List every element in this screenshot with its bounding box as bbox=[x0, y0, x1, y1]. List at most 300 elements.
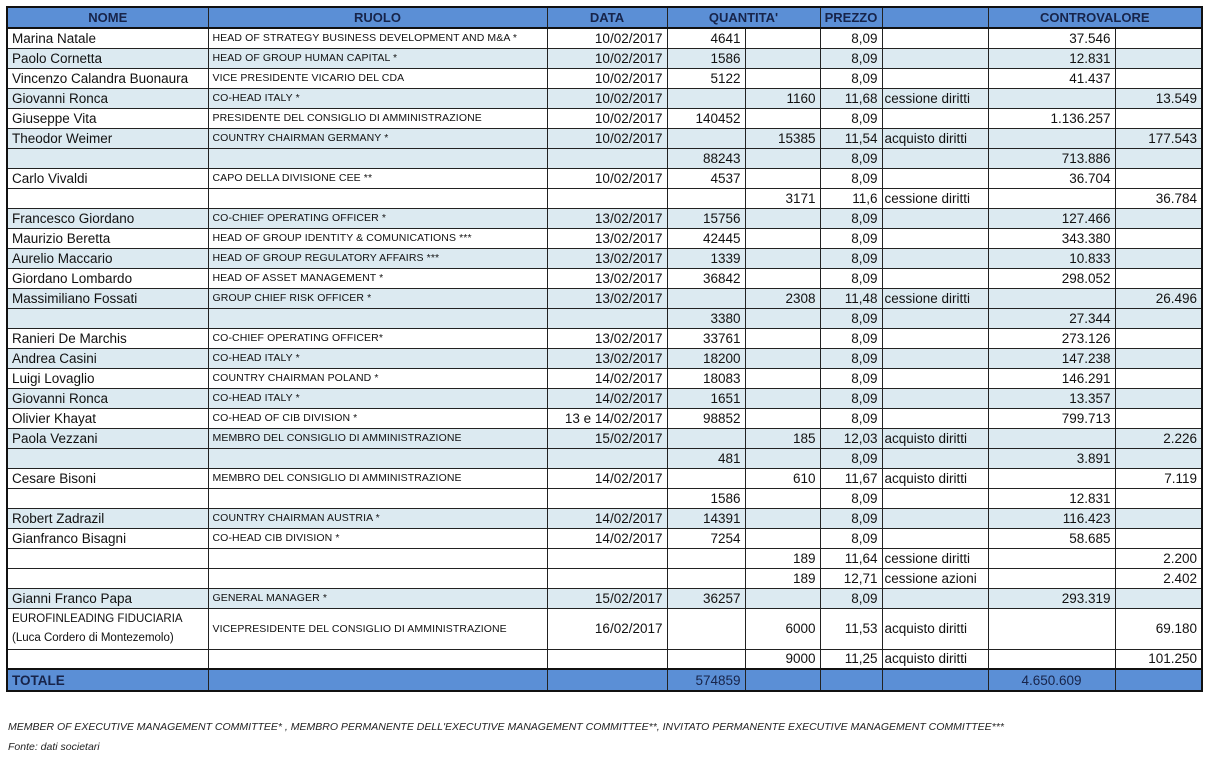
cell-data: 10/02/2017 bbox=[547, 48, 667, 68]
cell-nome: Vincenzo Calandra Buonaura bbox=[7, 68, 208, 88]
cell-ruolo: HEAD OF GROUP IDENTITY & COMUNICATIONS *** bbox=[208, 228, 547, 248]
header-quantita: QUANTITA' bbox=[667, 7, 820, 28]
cell-nome: Marina Natale bbox=[7, 28, 208, 48]
cell-controvalore-azioni: 298.052 bbox=[988, 268, 1115, 288]
cell-ruolo: PRESIDENTE DEL CONSIGLIO DI AMMINISTRAZIONE bbox=[208, 108, 547, 128]
cell-tipo-operazione bbox=[882, 348, 988, 368]
table-footer bbox=[7, 669, 1202, 691]
cell-nome: Aurelio Maccario bbox=[7, 248, 208, 268]
cell-controvalore-azioni: 27.344 bbox=[988, 308, 1115, 328]
cell-prezzo: 12,71 bbox=[820, 568, 882, 588]
cell-tipo-operazione: cessione diritti bbox=[882, 88, 988, 108]
cell-controvalore-diritti: 69.180 bbox=[1115, 608, 1202, 649]
cell-ruolo: MEMBRO DEL CONSIGLIO DI AMMINISTRAZIONE bbox=[208, 468, 547, 488]
cell-prezzo: 11,25 bbox=[820, 649, 882, 669]
cell-nome: Carlo Vivaldi bbox=[7, 168, 208, 188]
header-prezzo: PREZZO bbox=[820, 7, 882, 28]
cell-quantita-diritti: 189 bbox=[745, 568, 820, 588]
cell-quantita-diritti bbox=[745, 448, 820, 468]
footnote: MEMBER OF EXECUTIVE MANAGEMENT COMMITTEE* , MEMBRO PERMANENTE DELL'EXECUTIVE MANAGEMENT COMMITTEE**, INVITATO PERMANENTE EXECUTIVE MANAGEMENT COMMITTEE*** bbox=[8, 721, 1004, 733]
cell-ruolo: CO-CHIEF OPERATING OFFICER * bbox=[208, 208, 547, 228]
table-row bbox=[7, 568, 1202, 588]
cell-prezzo: 8,09 bbox=[820, 68, 882, 88]
table-body bbox=[7, 28, 1202, 669]
cell-ruolo: GENERAL MANAGER * bbox=[208, 588, 547, 608]
cell-ruolo: HEAD OF ASSET MANAGEMENT * bbox=[208, 268, 547, 288]
cell-ruolo: CO-HEAD OF CIB DIVISION * bbox=[208, 408, 547, 428]
cell-controvalore-azioni bbox=[988, 128, 1115, 148]
cell-controvalore-diritti bbox=[1115, 268, 1202, 288]
cell-quantita-assegnate: 33761 bbox=[667, 328, 745, 348]
cell-prezzo: 8,09 bbox=[820, 228, 882, 248]
cell-nome: Luigi Lovaglio bbox=[7, 368, 208, 388]
source-note: Fonte: dati societari bbox=[8, 741, 100, 753]
cell-tipo-operazione bbox=[882, 488, 988, 508]
cell-tipo-operazione bbox=[882, 328, 988, 348]
cell-quantita-assegnate: 36842 bbox=[667, 268, 745, 288]
cell-quantita-diritti bbox=[745, 148, 820, 168]
cell-tipo-operazione bbox=[882, 408, 988, 428]
cell-ruolo: CO-HEAD ITALY * bbox=[208, 388, 547, 408]
cell-controvalore-azioni: 12.831 bbox=[988, 488, 1115, 508]
cell-data: 13/02/2017 bbox=[547, 268, 667, 288]
cell-quantita-assegnate bbox=[667, 128, 745, 148]
cell-ruolo: VICEPRESIDENTE DEL CONSIGLIO DI AMMINISTRAZIONE bbox=[208, 608, 547, 649]
cell-controvalore-diritti: 177.543 bbox=[1115, 128, 1202, 148]
cell-data: 14/02/2017 bbox=[547, 508, 667, 528]
cell-nome bbox=[7, 548, 208, 568]
cell-quantita-diritti bbox=[745, 48, 820, 68]
cell-quantita-diritti: 9000 bbox=[745, 649, 820, 669]
cell-ruolo: HEAD OF GROUP HUMAN CAPITAL * bbox=[208, 48, 547, 68]
cell-ruolo: CO-CHIEF OPERATING OFFICER* bbox=[208, 328, 547, 348]
cell-prezzo: 8,09 bbox=[820, 348, 882, 368]
cell-data bbox=[547, 568, 667, 588]
cell-quantita-diritti bbox=[745, 528, 820, 548]
totals-prezzo-cell bbox=[820, 669, 882, 691]
table-row bbox=[7, 248, 1202, 268]
cell-tipo-operazione bbox=[882, 248, 988, 268]
cell-controvalore-diritti bbox=[1115, 328, 1202, 348]
cell-controvalore-azioni: 1.136.257 bbox=[988, 108, 1115, 128]
cell-nome bbox=[7, 488, 208, 508]
table-row bbox=[7, 268, 1202, 288]
cell-ruolo bbox=[208, 488, 547, 508]
cell-controvalore-azioni: 147.238 bbox=[988, 348, 1115, 368]
cell-prezzo: 8,09 bbox=[820, 588, 882, 608]
cell-quantita-assegnate bbox=[667, 649, 745, 669]
cell-quantita-assegnate bbox=[667, 548, 745, 568]
table-row bbox=[7, 468, 1202, 488]
cell-nome: Andrea Casini bbox=[7, 348, 208, 368]
cell-quantita-assegnate: 18200 bbox=[667, 348, 745, 368]
table-header bbox=[7, 7, 1202, 28]
cell-quantita-assegnate: 42445 bbox=[667, 228, 745, 248]
table-row bbox=[7, 28, 1202, 48]
cell-tipo-operazione bbox=[882, 168, 988, 188]
cell-controvalore-diritti bbox=[1115, 108, 1202, 128]
cell-nome bbox=[7, 649, 208, 669]
table-row bbox=[7, 108, 1202, 128]
cell-prezzo: 8,09 bbox=[820, 508, 882, 528]
cell-prezzo: 8,09 bbox=[820, 408, 882, 428]
cell-nome: Robert Zadrazil bbox=[7, 508, 208, 528]
cell-controvalore-azioni bbox=[988, 88, 1115, 108]
cell-nome: Olivier Khayat bbox=[7, 408, 208, 428]
cell-controvalore-diritti: 26.496 bbox=[1115, 288, 1202, 308]
cell-data bbox=[547, 649, 667, 669]
cell-data: 13/02/2017 bbox=[547, 288, 667, 308]
cell-data: 14/02/2017 bbox=[547, 528, 667, 548]
cell-quantita-diritti bbox=[745, 408, 820, 428]
cell-data: 13/02/2017 bbox=[547, 248, 667, 268]
cell-ruolo: CO-HEAD ITALY * bbox=[208, 348, 547, 368]
cell-quantita-assegnate: 5122 bbox=[667, 68, 745, 88]
cell-controvalore-diritti: 101.250 bbox=[1115, 649, 1202, 669]
totals-quantita: 574859 bbox=[667, 669, 745, 691]
cell-quantita-diritti bbox=[745, 588, 820, 608]
cell-ruolo bbox=[208, 448, 547, 468]
cell-nome: Gianni Franco Papa bbox=[7, 588, 208, 608]
table-row bbox=[7, 128, 1202, 148]
cell-quantita-assegnate: 1339 bbox=[667, 248, 745, 268]
cell-controvalore-azioni: 713.886 bbox=[988, 148, 1115, 168]
cell-tipo-operazione bbox=[882, 268, 988, 288]
cell-data: 13/02/2017 bbox=[547, 348, 667, 368]
insider-transactions-table bbox=[6, 6, 1203, 692]
cell-quantita-assegnate bbox=[667, 188, 745, 208]
cell-prezzo: 8,09 bbox=[820, 308, 882, 328]
table-row bbox=[7, 508, 1202, 528]
cell-quantita-assegnate: 1586 bbox=[667, 48, 745, 68]
cell-ruolo bbox=[208, 548, 547, 568]
cell-tipo-operazione: cessione diritti bbox=[882, 288, 988, 308]
cell-quantita-diritti bbox=[745, 268, 820, 288]
cell-controvalore-diritti bbox=[1115, 368, 1202, 388]
cell-controvalore-azioni: 41.437 bbox=[988, 68, 1115, 88]
cell-controvalore-azioni: 799.713 bbox=[988, 408, 1115, 428]
cell-quantita-diritti bbox=[745, 28, 820, 48]
table-row bbox=[7, 288, 1202, 308]
totals-data-cell bbox=[547, 669, 667, 691]
cell-prezzo: 8,09 bbox=[820, 328, 882, 348]
cell-prezzo: 8,09 bbox=[820, 208, 882, 228]
cell-quantita-assegnate: 36257 bbox=[667, 588, 745, 608]
cell-data: 15/02/2017 bbox=[547, 588, 667, 608]
cell-data: 13/02/2017 bbox=[547, 328, 667, 348]
cell-quantita-diritti: 3171 bbox=[745, 188, 820, 208]
cell-controvalore-azioni: 36.704 bbox=[988, 168, 1115, 188]
cell-tipo-operazione: cessione diritti bbox=[882, 548, 988, 568]
cell-controvalore-azioni bbox=[988, 428, 1115, 448]
cell-nome: Maurizio Beretta bbox=[7, 228, 208, 248]
cell-data: 15/02/2017 bbox=[547, 428, 667, 448]
cell-prezzo: 8,09 bbox=[820, 528, 882, 548]
cell-data: 14/02/2017 bbox=[547, 468, 667, 488]
cell-controvalore-diritti bbox=[1115, 28, 1202, 48]
cell-ruolo: CO-HEAD CIB DIVISION * bbox=[208, 528, 547, 548]
cell-nome bbox=[7, 568, 208, 588]
cell-data bbox=[547, 308, 667, 328]
cell-tipo-operazione bbox=[882, 208, 988, 228]
cell-quantita-diritti bbox=[745, 108, 820, 128]
cell-prezzo: 8,09 bbox=[820, 28, 882, 48]
cell-quantita-assegnate: 3380 bbox=[667, 308, 745, 328]
cell-tipo-operazione bbox=[882, 68, 988, 88]
cell-quantita-diritti bbox=[745, 248, 820, 268]
table-row bbox=[7, 48, 1202, 68]
cell-prezzo: 8,09 bbox=[820, 448, 882, 468]
cell-prezzo: 11,53 bbox=[820, 608, 882, 649]
cell-controvalore-azioni: 343.380 bbox=[988, 228, 1115, 248]
cell-quantita-diritti: 1160 bbox=[745, 88, 820, 108]
cell-quantita-assegnate bbox=[667, 428, 745, 448]
cell-quantita-assegnate: 14391 bbox=[667, 508, 745, 528]
table-row bbox=[7, 649, 1202, 669]
cell-data bbox=[547, 148, 667, 168]
cell-prezzo: 8,09 bbox=[820, 488, 882, 508]
cell-ruolo: COUNTRY CHAIRMAN POLAND * bbox=[208, 368, 547, 388]
cell-controvalore-azioni bbox=[988, 468, 1115, 488]
cell-quantita-assegnate: 98852 bbox=[667, 408, 745, 428]
header-data: DATA bbox=[547, 7, 667, 28]
table-row bbox=[7, 588, 1202, 608]
cell-quantita-assegnate: 15756 bbox=[667, 208, 745, 228]
cell-controvalore-diritti bbox=[1115, 508, 1202, 528]
cell-tipo-operazione bbox=[882, 528, 988, 548]
cell-nome: Giovanni Ronca bbox=[7, 88, 208, 108]
cell-quantita-diritti bbox=[745, 348, 820, 368]
cell-tipo-operazione bbox=[882, 28, 988, 48]
header-controvalore: CONTROVALORE bbox=[988, 7, 1202, 28]
table-row bbox=[7, 608, 1202, 649]
cell-ruolo bbox=[208, 188, 547, 208]
table-row bbox=[7, 528, 1202, 548]
cell-quantita-assegnate bbox=[667, 88, 745, 108]
cell-controvalore-azioni: 13.357 bbox=[988, 388, 1115, 408]
cell-nome: Ranieri De Marchis bbox=[7, 328, 208, 348]
cell-quantita-diritti bbox=[745, 488, 820, 508]
cell-prezzo: 11,54 bbox=[820, 128, 882, 148]
cell-tipo-operazione: acquisto diritti bbox=[882, 468, 988, 488]
cell-controvalore-diritti bbox=[1115, 308, 1202, 328]
table-row bbox=[7, 88, 1202, 108]
table-row bbox=[7, 188, 1202, 208]
cell-ruolo: COUNTRY CHAIRMAN AUSTRIA * bbox=[208, 508, 547, 528]
cell-tipo-operazione: acquisto diritti bbox=[882, 608, 988, 649]
table-row bbox=[7, 328, 1202, 348]
cell-quantita-assegnate: 140452 bbox=[667, 108, 745, 128]
cell-quantita-assegnate bbox=[667, 288, 745, 308]
cell-quantita-diritti: 15385 bbox=[745, 128, 820, 148]
cell-controvalore-diritti bbox=[1115, 348, 1202, 368]
cell-nome: Paola Vezzani bbox=[7, 428, 208, 448]
cell-quantita-diritti: 185 bbox=[745, 428, 820, 448]
cell-quantita-assegnate: 7254 bbox=[667, 528, 745, 548]
cell-quantita-diritti bbox=[745, 308, 820, 328]
table-row bbox=[7, 408, 1202, 428]
cell-tipo-operazione: acquisto diritti bbox=[882, 128, 988, 148]
cell-controvalore-diritti bbox=[1115, 388, 1202, 408]
table-row bbox=[7, 208, 1202, 228]
cell-prezzo: 8,09 bbox=[820, 108, 882, 128]
cell-prezzo: 8,09 bbox=[820, 388, 882, 408]
cell-quantita-diritti bbox=[745, 508, 820, 528]
cell-controvalore-azioni: 127.466 bbox=[988, 208, 1115, 228]
cell-tipo-operazione bbox=[882, 308, 988, 328]
cell-nome: Giovanni Ronca bbox=[7, 388, 208, 408]
cell-controvalore-azioni: 10.833 bbox=[988, 248, 1115, 268]
cell-controvalore-diritti: 2.200 bbox=[1115, 548, 1202, 568]
cell-ruolo: VICE PRESIDENTE VICARIO DEL CDA bbox=[208, 68, 547, 88]
cell-tipo-operazione: cessione diritti bbox=[882, 188, 988, 208]
insider-transactions-table-container bbox=[6, 6, 1203, 692]
cell-nome: Paolo Cornetta bbox=[7, 48, 208, 68]
cell-tipo-operazione bbox=[882, 48, 988, 68]
cell-data bbox=[547, 448, 667, 468]
cell-ruolo: CAPO DELLA DIVISIONE CEE ** bbox=[208, 168, 547, 188]
totals-ruolo-cell bbox=[208, 669, 547, 691]
cell-tipo-operazione bbox=[882, 448, 988, 468]
cell-ruolo: GROUP CHIEF RISK OFFICER * bbox=[208, 288, 547, 308]
cell-nome: Theodor Weimer bbox=[7, 128, 208, 148]
cell-data: 10/02/2017 bbox=[547, 108, 667, 128]
cell-data: 13/02/2017 bbox=[547, 208, 667, 228]
cell-tipo-operazione bbox=[882, 148, 988, 168]
totals-controvalore: 4.650.609 bbox=[988, 669, 1115, 691]
table-row bbox=[7, 428, 1202, 448]
cell-tipo-operazione bbox=[882, 228, 988, 248]
cell-ruolo: COUNTRY CHAIRMAN GERMANY * bbox=[208, 128, 547, 148]
cell-quantita-diritti: 189 bbox=[745, 548, 820, 568]
cell-prezzo: 8,09 bbox=[820, 168, 882, 188]
cell-ruolo: HEAD OF GROUP REGULATORY AFFAIRS *** bbox=[208, 248, 547, 268]
table-row bbox=[7, 68, 1202, 88]
cell-data bbox=[547, 188, 667, 208]
table-row bbox=[7, 548, 1202, 568]
cell-prezzo: 8,09 bbox=[820, 48, 882, 68]
cell-controvalore-diritti bbox=[1115, 208, 1202, 228]
cell-nome: Massimiliano Fossati bbox=[7, 288, 208, 308]
cell-controvalore-diritti: 2.226 bbox=[1115, 428, 1202, 448]
cell-nome bbox=[7, 148, 208, 168]
cell-controvalore-diritti bbox=[1115, 68, 1202, 88]
table-row bbox=[7, 168, 1202, 188]
cell-nome bbox=[7, 308, 208, 328]
cell-nome: EUROFINLEADING FIDUCIARIA (Luca Cordero di Montezemolo) bbox=[7, 608, 208, 649]
cell-nome bbox=[7, 188, 208, 208]
cell-ruolo bbox=[208, 649, 547, 669]
table-row bbox=[7, 388, 1202, 408]
cell-ruolo bbox=[208, 568, 547, 588]
cell-data bbox=[547, 488, 667, 508]
cell-controvalore-diritti: 7.119 bbox=[1115, 468, 1202, 488]
cell-tipo-operazione: cessione azioni bbox=[882, 568, 988, 588]
cell-ruolo bbox=[208, 148, 547, 168]
cell-data: 13/02/2017 bbox=[547, 228, 667, 248]
table-row bbox=[7, 228, 1202, 248]
cell-prezzo: 8,09 bbox=[820, 368, 882, 388]
cell-controvalore-azioni bbox=[988, 188, 1115, 208]
totals-label: TOTALE bbox=[7, 669, 208, 691]
cell-controvalore-diritti bbox=[1115, 148, 1202, 168]
cell-controvalore-diritti bbox=[1115, 168, 1202, 188]
cell-controvalore-azioni: 146.291 bbox=[988, 368, 1115, 388]
cell-controvalore-azioni: 37.546 bbox=[988, 28, 1115, 48]
table-row bbox=[7, 368, 1202, 388]
cell-prezzo: 11,48 bbox=[820, 288, 882, 308]
cell-quantita-diritti bbox=[745, 388, 820, 408]
cell-quantita-diritti: 610 bbox=[745, 468, 820, 488]
cell-tipo-operazione bbox=[882, 588, 988, 608]
totals-row bbox=[7, 669, 1202, 691]
cell-controvalore-azioni bbox=[988, 568, 1115, 588]
header-nome: NOME bbox=[7, 7, 208, 28]
cell-quantita-diritti bbox=[745, 368, 820, 388]
cell-controvalore-azioni: 273.126 bbox=[988, 328, 1115, 348]
cell-data: 10/02/2017 bbox=[547, 28, 667, 48]
cell-ruolo: CO-HEAD ITALY * bbox=[208, 88, 547, 108]
cell-ruolo: HEAD OF STRATEGY BUSINESS DEVELOPMENT AND M&A * bbox=[208, 28, 547, 48]
cell-controvalore-diritti bbox=[1115, 488, 1202, 508]
cell-controvalore-azioni bbox=[988, 288, 1115, 308]
cell-quantita-diritti bbox=[745, 208, 820, 228]
cell-quantita-assegnate: 88243 bbox=[667, 148, 745, 168]
cell-quantita-diritti bbox=[745, 168, 820, 188]
cell-nome: Francesco Giordano bbox=[7, 208, 208, 228]
totals-cv2-cell bbox=[1115, 669, 1202, 691]
cell-quantita-assegnate bbox=[667, 568, 745, 588]
cell-data: 16/02/2017 bbox=[547, 608, 667, 649]
cell-quantita-assegnate bbox=[667, 608, 745, 649]
cell-data bbox=[547, 548, 667, 568]
cell-data: 10/02/2017 bbox=[547, 168, 667, 188]
cell-controvalore-diritti: 13.549 bbox=[1115, 88, 1202, 108]
cell-controvalore-azioni bbox=[988, 649, 1115, 669]
cell-data: 10/02/2017 bbox=[547, 88, 667, 108]
header-row bbox=[7, 7, 1202, 28]
cell-ruolo bbox=[208, 308, 547, 328]
table-row bbox=[7, 308, 1202, 328]
cell-controvalore-azioni bbox=[988, 608, 1115, 649]
cell-prezzo: 8,09 bbox=[820, 248, 882, 268]
cell-quantita-assegnate: 4537 bbox=[667, 168, 745, 188]
cell-controvalore-azioni: 12.831 bbox=[988, 48, 1115, 68]
cell-controvalore-azioni: 58.685 bbox=[988, 528, 1115, 548]
cell-quantita-diritti bbox=[745, 68, 820, 88]
cell-controvalore-diritti: 36.784 bbox=[1115, 188, 1202, 208]
cell-tipo-operazione: acquisto diritti bbox=[882, 649, 988, 669]
cell-prezzo: 8,09 bbox=[820, 148, 882, 168]
table-row bbox=[7, 148, 1202, 168]
cell-controvalore-azioni: 293.319 bbox=[988, 588, 1115, 608]
cell-prezzo: 12,03 bbox=[820, 428, 882, 448]
cell-controvalore-diritti bbox=[1115, 588, 1202, 608]
cell-quantita-assegnate: 18083 bbox=[667, 368, 745, 388]
cell-tipo-operazione bbox=[882, 508, 988, 528]
header-tipo bbox=[882, 7, 988, 28]
cell-nome: Gianfranco Bisagni bbox=[7, 528, 208, 548]
cell-quantita-diritti: 6000 bbox=[745, 608, 820, 649]
cell-prezzo: 11,64 bbox=[820, 548, 882, 568]
cell-controvalore-diritti bbox=[1115, 48, 1202, 68]
cell-quantita-assegnate: 1586 bbox=[667, 488, 745, 508]
cell-controvalore-azioni bbox=[988, 548, 1115, 568]
cell-controvalore-diritti bbox=[1115, 408, 1202, 428]
cell-quantita-diritti bbox=[745, 328, 820, 348]
cell-nome: Giuseppe Vita bbox=[7, 108, 208, 128]
cell-data: 14/02/2017 bbox=[547, 368, 667, 388]
